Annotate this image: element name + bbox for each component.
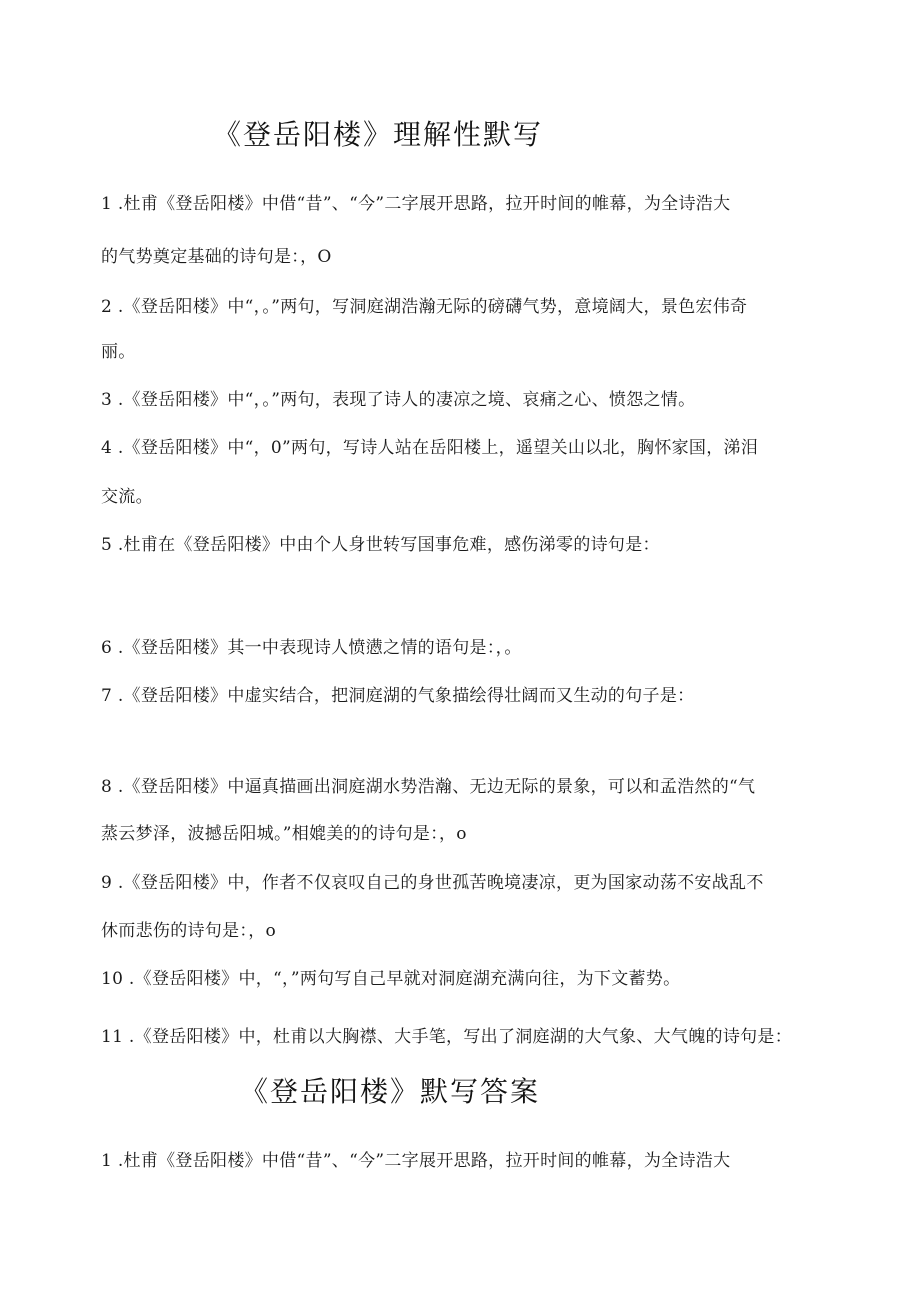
question-6-line-1: 6 .《登岳阳楼》其一中表现诗人愤懑之情的语句是：，。: [101, 638, 522, 658]
question-5-line-1: 5 .杜甫在《登岳阳楼》中由个人身世转写国事危难，感伤涕零的诗句是：: [101, 535, 660, 555]
question-8-line-2: 蒸云梦泽，波撼岳阳城。”相媲美的的诗句是：，o: [101, 824, 467, 844]
question-1-line-2: 的气势奠定基础的诗句是：，O: [101, 247, 332, 267]
question-9-line-2: 休而悲伤的诗句是：，o: [101, 921, 277, 941]
question-4-line-1: 4 .《登岳阳楼》中“，0”两句，写诗人站在岳阳楼上，遥望关山以北，胸怀家国，涕泪: [101, 438, 759, 458]
question-10-line-1: 10 .《登岳阳楼》中，“，”两句写自己早就对洞庭湖充满向往，为下文蓄势。: [101, 969, 681, 989]
question-2-line-1: 2 .《登岳阳楼》中“，。”两句，写洞庭湖浩瀚无际的磅礴气势，意境阔大，景色宏伟奇: [101, 297, 748, 317]
question-2-line-2: 丽。: [101, 342, 136, 362]
answer-1-line-1: 1 .杜甫《登岳阳楼》中借“昔”、“今”二字展开思路，拉开时间的帷幕，为全诗浩大: [101, 1151, 731, 1171]
question-4-line-2: 交流。: [101, 487, 153, 507]
question-9-line-1: 9 .《登岳阳楼》中，作者不仅哀叹自己的身世孤苦晚境凄凉，更为国家动荡不安战乱不: [101, 873, 764, 893]
question-7-line-1: 7 .《登岳阳楼》中虚实结合，把洞庭湖的气象描绘得壮阔而又生动的句子是：: [101, 686, 695, 706]
document-title: 《登岳阳楼》理解性默写: [213, 118, 544, 151]
question-1-line-1: 1 .杜甫《登岳阳楼》中借“昔”、“今”二字展开思路，拉开时间的帷幕，为全诗浩大: [101, 194, 731, 214]
question-11-line-1: 11 .《登岳阳楼》中，杜甫以大胸襟、大手笔，写出了洞庭湖的大气象、大气魄的诗句是：: [101, 1027, 793, 1047]
question-8-line-1: 8 .《登岳阳楼》中逼真描画出洞庭湖水势浩瀚、无边无际的景象，可以和孟浩然的“气: [101, 777, 756, 797]
answers-title: 《登岳阳楼》默写答案: [240, 1075, 541, 1108]
question-3-line-1: 3 .《登岳阳楼》中“，。”两句，表现了诗人的凄凉之境、哀痛之心、愤怨之情。: [101, 390, 696, 410]
